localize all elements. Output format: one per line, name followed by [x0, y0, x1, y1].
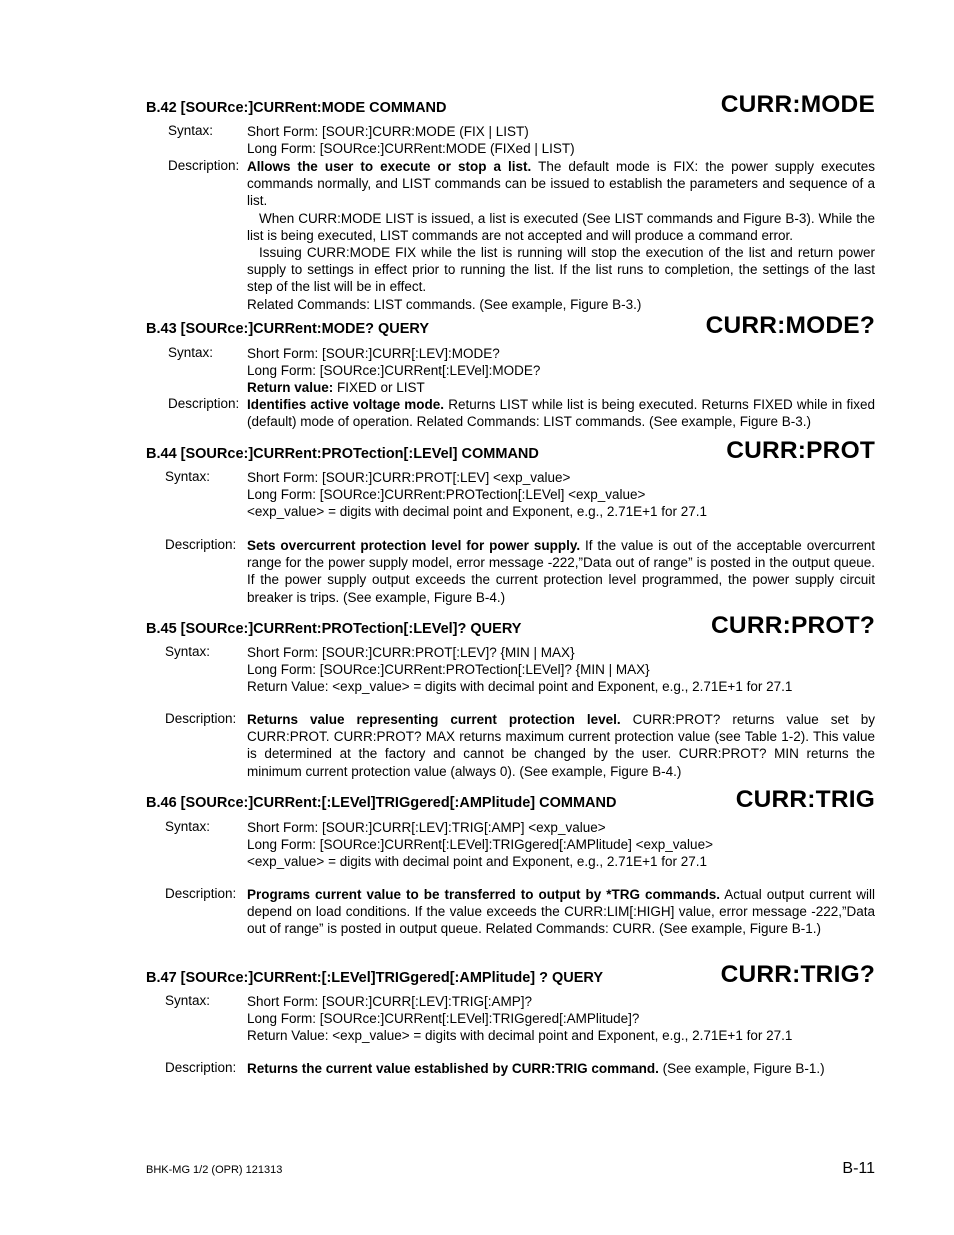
- description-paragraph: [247, 711, 875, 780]
- syntax-line: Short Form: [SOUR:]CURR[:LEV]:MODE?: [247, 346, 500, 361]
- description-paragraph: Related Commands: LIST commands. (See example, Figure B-3.): [247, 296, 642, 312]
- syntax-line: Long Form: [SOURce:]CURRent:MODE (FIXed | LIST): [247, 141, 575, 157]
- syntax-label: Syntax:: [168, 123, 214, 138]
- syntax-line: Long Form: [SOURce:]CURRent:PROTection[:LEVel]? {MIN | MAX}: [247, 662, 650, 678]
- command-title: CURR:MODE?: [705, 312, 875, 339]
- syntax-block: [247, 345, 875, 397]
- section-heading: B.46 [SOURce:]CURRent:[:LEVel]TRIGgered[:AMPlitude] COMMAND: [146, 795, 617, 811]
- description-lead: Sets overcurrent protection level for power supply.: [247, 538, 581, 553]
- description-label: Description:: [165, 711, 237, 726]
- syntax-line: Short Form: [SOUR:]CURR:PROT[:LEV]? {MIN | MAX}: [247, 645, 575, 660]
- description-paragraph: [247, 886, 875, 938]
- description-lead: Returns value representing current protection level.: [247, 712, 621, 727]
- section-heading: B.47 [SOURce:]CURRent:[:LEVel]TRIGgered[:AMPlitude] ? QUERY: [146, 970, 604, 986]
- section-heading: B.43 [SOURce:]CURRent:MODE? QUERY: [146, 321, 430, 337]
- description-paragraph: [247, 537, 875, 606]
- description-text: The default mode is FIX: the power supply executes commands normally, and LIST commands can be issued to establish the parameters and sequence of a list.: [247, 159, 876, 209]
- description-block: [247, 711, 875, 780]
- description-text: Actual output current will depend on load conditions. If the value exceeds the CURR:LIM[:HIGH] value, error message -222,”Data out of range” is posted in output queue. Related Commands: CURR. (See example, Figure B-1.): [247, 887, 875, 937]
- syntax-line: <exp_value> = digits with decimal point and Exponent, e.g., 2.71E+1 for 27.1: [247, 854, 708, 870]
- syntax-label: Syntax:: [165, 644, 211, 659]
- syntax-block: [247, 644, 875, 696]
- return-value-label: Return value:: [247, 380, 334, 396]
- syntax-line: Long Form: [SOURce:]CURRent[:LEVel]:TRIGgered[:AMPlitude]?: [247, 1011, 640, 1027]
- description-label: Description:: [168, 396, 240, 411]
- description-paragraph: [247, 396, 875, 430]
- syntax-block: [247, 469, 875, 521]
- description-lead: Programs current value to be transferred to output by *TRG commands.: [247, 887, 720, 902]
- syntax-line: <exp_value> = digits with decimal point and Exponent, e.g., 2.71E+1 for 27.1: [247, 504, 708, 520]
- syntax-line: Long Form: [SOURce:]CURRent[:LEVel]:MODE?: [247, 363, 541, 379]
- footer-doc-id: BHK-MG 1/2 (OPR) 121313: [146, 1164, 283, 1176]
- command-title: CURR:MODE: [720, 91, 875, 118]
- syntax-line: Short Form: [SOUR:]CURR:PROT[:LEV] <exp_value>: [247, 470, 571, 485]
- description-paragraph: [247, 158, 875, 210]
- description-label: Description:: [165, 1060, 237, 1075]
- command-title: CURR:TRIG: [735, 786, 875, 813]
- description-paragraph: When CURR:MODE LIST is issued, a list is executed (See LIST commands and Figure B-3). While the list is being executed, LIST commands are not accepted and will produce a command error.: [247, 210, 875, 243]
- description-block: [247, 396, 875, 430]
- syntax-line: Return Value: <exp_value> = digits with decimal point and Exponent, e.g., 2.71E+1 for 27.1: [247, 1028, 793, 1044]
- syntax-block: [247, 123, 875, 157]
- command-title: CURR:PROT: [726, 437, 875, 464]
- syntax-line: Short Form: [SOUR:]CURR[:LEV]:TRIG[:AMP] <exp_value>: [247, 820, 606, 835]
- syntax-label: Syntax:: [165, 469, 211, 484]
- description-text: CURR:PROT? returns value set by CURR:PROT. CURR:PROT? MAX returns maximum current protection value (see Table 1-2). This value is determined at the factory and cannot be changed by the user. CURR:PROT? MIN returns the minimum current protection value (always 0). (See example, Figure B-4.): [247, 712, 875, 779]
- description-lead: Returns the current value established by CURR:TRIG command.: [247, 1061, 659, 1076]
- command-title: CURR:TRIG?: [720, 961, 875, 988]
- description-lead: Identifies active voltage mode.: [247, 397, 445, 412]
- syntax-block: [247, 993, 875, 1045]
- section-heading: B.45 [SOURce:]CURRent:PROTection[:LEVel]? QUERY: [146, 621, 522, 637]
- description-label: Description:: [165, 886, 237, 901]
- description-paragraph: [247, 1060, 875, 1077]
- description-lead: Allows the user to execute or stop a list.: [247, 159, 532, 174]
- syntax-line: Short Form: [SOUR:]CURR[:LEV]:TRIG[:AMP]?: [247, 994, 533, 1009]
- section-heading: B.42 [SOURce:]CURRent:MODE COMMAND: [146, 100, 447, 116]
- syntax-block: [247, 819, 875, 871]
- description-block: [247, 537, 875, 606]
- syntax-label: Syntax:: [165, 819, 211, 834]
- command-title: CURR:PROT?: [711, 612, 875, 639]
- description-block: [247, 158, 875, 313]
- section-heading: B.44 [SOURce:]CURRent:PROTection[:LEVel] COMMAND: [146, 446, 539, 462]
- syntax-line: Return Value: <exp_value> = digits with decimal point and Exponent, e.g., 2.71E+1 for 27.1: [247, 679, 793, 695]
- syntax-line: Long Form: [SOURce:]CURRent[:LEVel]:TRIGgered[:AMPlitude] <exp_value>: [247, 837, 713, 853]
- description-label: Description:: [168, 158, 240, 173]
- description-block: [247, 1060, 875, 1077]
- description-block: [247, 886, 875, 938]
- syntax-label: Syntax:: [168, 345, 214, 360]
- description-label: Description:: [165, 537, 237, 552]
- syntax-line: Short Form: [SOUR:]CURR:MODE (FIX | LIST): [247, 124, 529, 139]
- return-value-line: [247, 379, 875, 396]
- description-text: (See example, Figure B-1.): [658, 1061, 825, 1076]
- syntax-line: Long Form: [SOURce:]CURRent:PROTection[:LEVel] <exp_value>: [247, 487, 646, 503]
- description-text: If the value is out of the acceptable overcurrent range for the power supply model, error message -222,”Data out of range” is posted in the output queue. If the power supply output exceeds the current protection level programmed, the power supply circuit breaker is trips. (See example, Figure B-4.): [247, 538, 875, 605]
- return-value-text: FIXED or LIST: [333, 380, 425, 396]
- description-paragraph: Issuing CURR:MODE FIX while the list is running will stop the execution of the list and return power supply to settings in effect prior to running the list. If the list runs to completion, the settings of the last step of the list will be in effect.: [247, 245, 875, 295]
- page-number: B-11: [842, 1160, 875, 1177]
- description-text: Returns LIST while list is being executed. Returns FIXED while in fixed (default) mode of operation. Related Commands: LIST commands. (See example, Figure B-3.): [247, 397, 875, 430]
- syntax-label: Syntax:: [165, 993, 211, 1008]
